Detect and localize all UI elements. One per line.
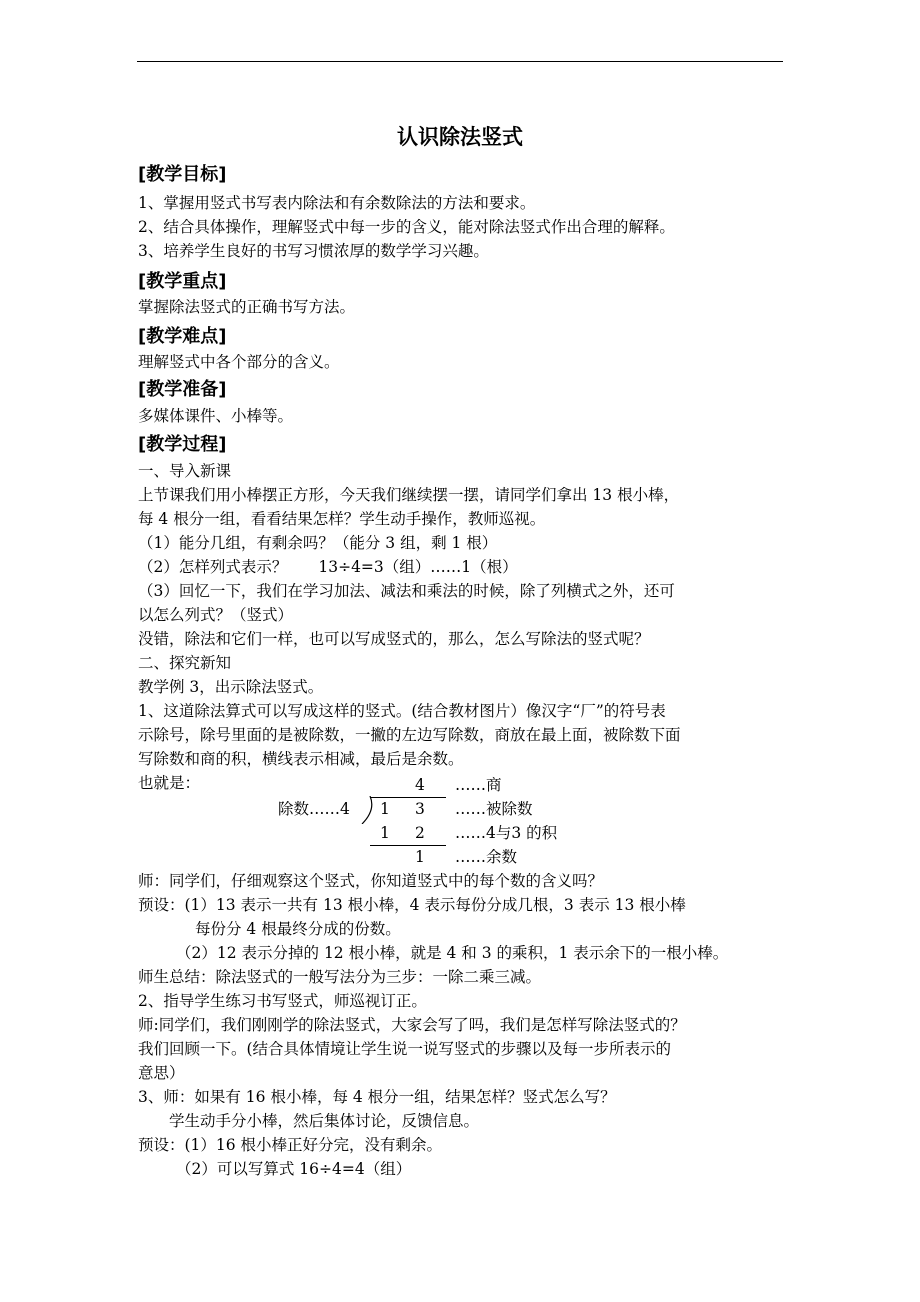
after-line-6: 2、指导学生练习书写竖式，师巡视订正。 bbox=[138, 992, 427, 1010]
header-rule bbox=[137, 61, 783, 62]
divisor-label: 除数……4 bbox=[278, 800, 350, 818]
goal-3: 3、培养学生良好的书写习惯浓厚的数学学习兴趣。 bbox=[138, 242, 489, 260]
process-line-13: 写除数和商的积，横线表示相减，最后是余数。 bbox=[138, 750, 464, 768]
dividend-label: ……被除数 bbox=[455, 800, 533, 818]
process-line-4: （1）能分几组，有剩余吗？（能分 3 组，剩 1 根） bbox=[138, 534, 498, 552]
after-line-2: 预设：(1）13 表示一共有 13 根小棒，4 表示每份分成几根，3 表示 13 根小棒 bbox=[138, 896, 686, 914]
process-line-1: 一、导入新课 bbox=[138, 462, 232, 480]
process-line-14: 也就是： bbox=[138, 774, 201, 792]
quotient: 4 bbox=[415, 776, 425, 794]
key-heading: [教学重点] bbox=[138, 271, 227, 292]
process-line-6: （3）回忆一下，我们在学习加法、减法和乘法的时候，除了列横式之外，还可 bbox=[138, 582, 675, 600]
remainder: 1 bbox=[415, 848, 425, 866]
after-line-3: 每份分 4 根最终分成的份数。 bbox=[195, 920, 401, 938]
prep-text: 多媒体课件、小棒等。 bbox=[138, 407, 294, 425]
after-line-9: 意思） bbox=[138, 1064, 185, 1082]
dividend-digit-2: 3 bbox=[415, 800, 425, 818]
process-line-7: 以怎么列式？（竖式） bbox=[138, 606, 294, 624]
process-line-2: 上节课我们用小棒摆正方形，今天我们继续摆一摆，请同学们拿出 13 根小棒， bbox=[138, 486, 680, 504]
process-line-8: 没错，除法和它们一样，也可以写成竖式的，那么，怎么写除法的竖式呢？ bbox=[138, 630, 650, 648]
goal-2: 2、结合具体操作，理解竖式中每一步的含义，能对除法竖式作出合理的解释。 bbox=[138, 218, 675, 236]
after-line-10: 3、师：如果有 16 根小棒，每 4 根分一组，结果怎样？竖式怎么写？ bbox=[138, 1088, 616, 1106]
goal-1: 1、掌握用竖式书写表内除法和有余数除法的方法和要求。 bbox=[138, 194, 536, 212]
process-line-11: 1、这道除法算式可以写成这样的竖式。(结合教材图片）像汉字“厂”的符号表 bbox=[138, 702, 666, 720]
quotient-label: ……商 bbox=[455, 776, 502, 794]
after-line-5: 师生总结：除法竖式的一般写法分为三步：一除二乘三减。 bbox=[138, 968, 542, 986]
remainder-label: ……余数 bbox=[455, 848, 518, 866]
key-text: 掌握除法竖式的正确书写方法。 bbox=[138, 298, 356, 316]
page-title: 认识除法竖式 bbox=[397, 125, 523, 149]
process-line-5: （2）怎样列式表示？ 13÷4=3（组）……1（根） bbox=[138, 558, 518, 576]
after-line-12: 预设：(1）16 根小棒正好分完，没有剩余。 bbox=[138, 1136, 443, 1154]
subtraction-line bbox=[370, 845, 446, 846]
goals-heading: [教学目标] bbox=[138, 164, 227, 185]
process-line-10: 教学例 3，出示除法竖式。 bbox=[138, 678, 324, 696]
after-line-13: （2）可以写算式 16÷4=4（组） bbox=[176, 1160, 412, 1178]
difficult-heading: [教学难点] bbox=[138, 326, 227, 347]
after-line-4: （2）12 表示分掉的 12 根小棒，就是 4 和 3 的乘积，1 表示余下的一根小棒。 bbox=[176, 944, 729, 962]
prep-heading: [教学准备] bbox=[138, 379, 227, 400]
product-label: ……4与3 的积 bbox=[455, 824, 558, 842]
dividend-digit-1: 1 bbox=[380, 800, 390, 818]
process-heading: [教学过程] bbox=[138, 434, 227, 455]
process-line-12: 示除号，除号里面的是被除数，一撇的左边写除数，商放在最上面，被除数下面 bbox=[138, 726, 681, 744]
division-bracket bbox=[360, 796, 376, 824]
after-line-7: 师:同学们，我们刚刚学的除法竖式，大家会写了吗，我们是怎样写除法竖式的？ bbox=[138, 1016, 686, 1034]
product-digit-2: 2 bbox=[415, 824, 425, 842]
after-line-1: 师：同学们，仔细观察这个竖式，你知道竖式中的每个数的含义吗？ bbox=[138, 872, 604, 890]
after-line-8: 我们回顾一下。(结合具体情境让学生说一说写竖式的步骤以及每一步所表示的 bbox=[138, 1040, 672, 1058]
process-line-3: 每 4 根分一组，看看结果怎样？学生动手操作，教师巡视。 bbox=[138, 510, 546, 528]
process-line-9: 二、探究新知 bbox=[138, 654, 232, 672]
after-line-11: 学生动手分小棒，然后集体讨论，反馈信息。 bbox=[169, 1112, 480, 1130]
difficult-text: 理解竖式中各个部分的含义。 bbox=[138, 353, 340, 371]
product-digit-1: 1 bbox=[380, 824, 390, 842]
